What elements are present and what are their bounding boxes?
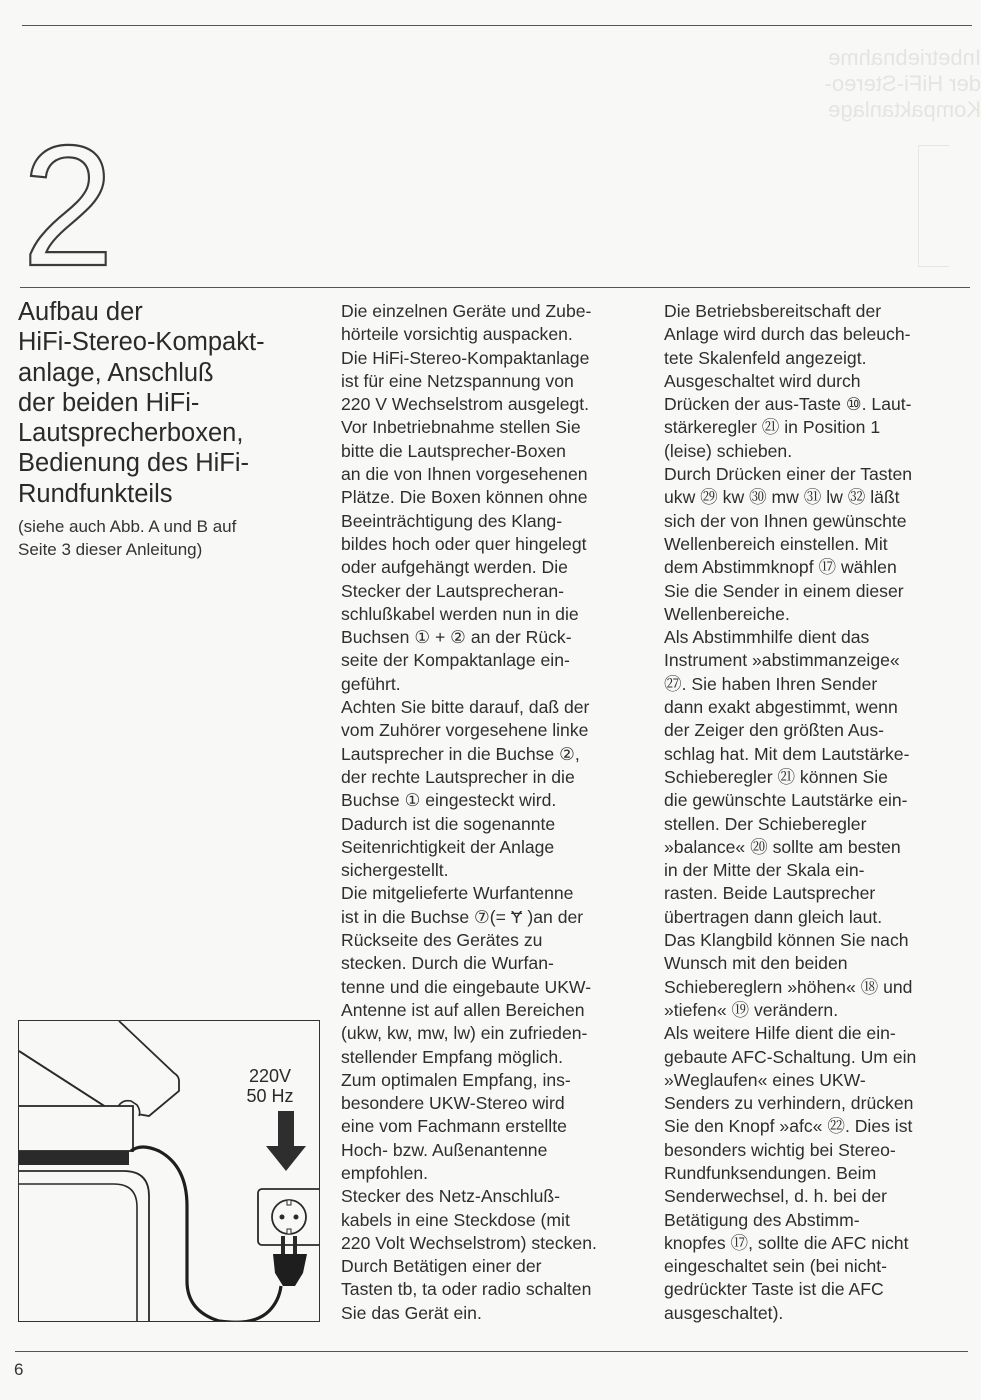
body-text-line: Buchse ① eingesteckt wird.	[341, 790, 557, 811]
body-text-line: Beeinträchtigung des Klang-	[341, 510, 563, 531]
body-text-line: Tasten tb, ta oder radio schalten	[341, 1279, 592, 1300]
body-text-line: Rückseite des Gerätes zu	[341, 930, 543, 951]
cabinet-outline	[19, 1171, 149, 1322]
socket-hole-right	[294, 1215, 299, 1220]
bleed-through-text	[755, 45, 981, 123]
plug-pin-right	[293, 1236, 297, 1254]
body-text-line: geführt.	[341, 673, 401, 694]
title-line: Rundfunkteils	[18, 479, 173, 508]
body-text-line: ausgeschaltet).	[664, 1302, 784, 1323]
body-text-line: der Zeiger den größten Aus-	[664, 720, 885, 741]
body-text-line: Die HiFi-Stereo-Kompaktanlage	[341, 347, 590, 368]
body-text-line: 220 V Wechselstrom ausgelegt.	[341, 394, 590, 415]
body-text-line: »Weglaufen« eines UKW-	[664, 1069, 866, 1090]
body-text-line: oder aufgehängt werden. Die	[341, 557, 568, 578]
body-text-line: Zum optimalen Empfang, ins-	[341, 1069, 571, 1090]
body-text-line: Schieberegler ㉑ können Sie	[664, 766, 888, 787]
down-arrow-icon	[266, 1111, 306, 1171]
body-text-line: Rundfunksendungen. Beim	[664, 1162, 877, 1183]
body-text-line: Achten Sie bitte darauf, daß der	[341, 697, 590, 718]
body-text-line: »tiefen« ⑲ verändern.	[664, 999, 839, 1020]
body-text-line: stecken. Durch die Wurfan-	[341, 953, 554, 974]
body-text-line: eine vom Fachmann erstellte	[341, 1116, 567, 1137]
title-line: HiFi-Stereo-Kompakt-	[18, 328, 265, 357]
socket-clip-bottom	[287, 1229, 291, 1234]
body-text-line: knopfes ⑰, sollte die AFC nicht	[664, 1232, 909, 1253]
body-text-line: stellen. Der Schieberegler	[664, 813, 867, 834]
power-plug-icon	[273, 1254, 307, 1286]
body-text-line: seite der Kompaktanlage ein-	[341, 650, 570, 671]
body-text-line: Als weitere Hilfe dient die ein-	[664, 1023, 896, 1044]
deck-base-band	[19, 1151, 129, 1165]
body-text-line: bitte die Lautsprecher-Boxen	[341, 440, 566, 461]
body-text-line: Die einzelnen Geräte und Zube-	[341, 301, 592, 321]
body-text-line: Vor Inbetriebnahme stellen Sie	[341, 417, 581, 438]
body-text-line: Sie das Gerät ein.	[341, 1302, 482, 1323]
body-text-line: die gewünschte Lautstärke ein-	[664, 790, 908, 811]
body-text-line: Sie die Sender in einem dieser	[664, 580, 904, 601]
body-text-line: schlußkabel werden nun in die	[341, 603, 579, 624]
ghost-line: Kompaktanlage	[828, 97, 981, 122]
body-text-line: Drücken der aus-Taste ⑩. Laut-	[664, 394, 912, 415]
socket-hole-left	[280, 1215, 285, 1220]
body-text-line: Das Klangbild können Sie nach	[664, 930, 909, 951]
body-text-line: Dadurch ist die sogenannte	[341, 813, 556, 834]
body-text-line: hörteile vorsichtig auspacken.	[341, 324, 573, 345]
body-text-line: Lautsprecher in die Buchse ②,	[341, 743, 580, 764]
subtitle-line: (siehe auch Abb. A und B auf	[18, 517, 237, 536]
body-text-line: sichergestellt.	[341, 860, 449, 881]
title-line: der beiden HiFi-	[18, 388, 200, 417]
body-text-line: Stecker des Netz-Anschluß-	[341, 1186, 561, 1207]
body-text-line: dem Abstimmknopf ⑰ wählen	[664, 557, 897, 578]
body-text-line: (ukw, kw, mw, lw) ein zufrieden-	[341, 1023, 588, 1044]
body-text-line: Seitenrichtigkeit der Anlage	[341, 836, 555, 857]
body-text-line: in der Mitte der Skala ein-	[664, 860, 865, 881]
body-text-line: Hoch- bzw. Außenantenne	[341, 1139, 548, 1160]
body-text-line: Als Abstimmhilfe dient das	[664, 627, 870, 648]
deck-top	[19, 1106, 133, 1151]
top-rule	[22, 25, 972, 26]
chapter-number-text: 2	[22, 135, 114, 270]
body-text-line: Die mitgelieferte Wurfantenne	[341, 883, 574, 904]
body-text-line: eingeschaltet sein (bei nicht-	[664, 1256, 887, 1277]
body-text-line: sich der von Ihnen gewünschte	[664, 510, 907, 531]
body-text-line: vom Zuhörer vorgesehene linke	[341, 720, 589, 741]
body-text-line: besonders wichtig bei Stereo-	[664, 1139, 896, 1160]
body-text-line: ist in die Buchse ⑦(= Ɏ )an der	[341, 906, 584, 927]
body-text-line: Durch Betätigen einer der	[341, 1256, 542, 1277]
body-text-line: Anlage wird durch das beleuch-	[664, 324, 911, 345]
body-text-line: Die Betriebsbereitschaft der	[664, 301, 882, 321]
body-text-line: Wellenbereiche.	[664, 603, 790, 624]
body-text-line: Plätze. Die Boxen können ohne	[341, 487, 588, 508]
page-number: 6	[14, 1360, 24, 1379]
title-line: Bedienung des HiFi-	[18, 449, 250, 478]
body-text-line: tete Skalenfeld angezeigt.	[664, 347, 867, 368]
body-text-line: Stecker der Lautsprecheran-	[341, 580, 564, 601]
body-text-line: Antenne ist auf allen Bereichen	[341, 999, 585, 1020]
title-line: Lautsprecherboxen,	[18, 419, 244, 448]
frequency-label: 50 Hz	[246, 1086, 294, 1106]
ghost-line: der HiFi-Stereo-	[824, 71, 981, 96]
subtitle-line: Seite 3 dieser Anleitung)	[18, 539, 203, 559]
title-line: Aufbau der	[18, 298, 143, 326]
body-text-line: Schiebereglern »höhen« ⑱ und	[664, 976, 913, 997]
body-text-line: der rechte Lautsprecher in die	[341, 766, 575, 787]
section-title	[18, 297, 338, 509]
body-text-line: Durch Drücken einer der Tasten	[664, 464, 913, 485]
body-text-line: Senders zu verhindern, drücken	[664, 1093, 914, 1114]
body-text-line: gebaute AFC-Schaltung. Um ein	[664, 1046, 917, 1067]
voltage-label: 220V	[248, 1066, 292, 1086]
body-text-line: gedrückter Taste ist die AFC	[664, 1279, 884, 1300]
body-text-line: Wunsch mit den beiden	[664, 953, 848, 974]
body-text-line: bildes hoch oder quer hingelegt	[341, 533, 587, 554]
body-text-line: Ausgeschaltet wird durch	[664, 370, 861, 391]
plug-pin-left	[281, 1236, 285, 1254]
body-text-line: Sie den Knopf »afc« ㉒. Dies ist	[664, 1116, 913, 1137]
body-text-line: »balance« ⑳ sollte am besten	[664, 836, 901, 857]
body-text-line: schlag hat. Mit dem Lautstärke-	[664, 743, 910, 764]
body-text-line: (leise) schieben.	[664, 440, 793, 461]
footer-rule	[15, 1351, 968, 1352]
body-column-3	[664, 300, 974, 1325]
chapter-number	[20, 135, 120, 270]
body-column-2	[341, 300, 651, 1325]
body-text-line: an die von Ihnen vorgesehenen	[341, 464, 588, 485]
body-text-line: empfohlen.	[341, 1162, 429, 1183]
body-text-line: kabels in eine Steckdose (mit	[341, 1209, 570, 1230]
cabinet-inner-outline	[19, 1184, 137, 1322]
body-text-line: 220 Volt Wechselstrom) stecken.	[341, 1232, 597, 1253]
body-text-line: ukw ㉙ kw ㉚ mw ㉛ lw ㉜ läßt	[664, 487, 900, 508]
body-text-line: tenne und die eingebaute UKW-	[341, 976, 592, 997]
body-text-line: stellender Empfang möglich.	[341, 1046, 563, 1067]
body-text-line: besondere UKW-Stereo wird	[341, 1093, 565, 1114]
section-subtitle	[18, 516, 318, 561]
body-text-line: Betätigung des Abstimm-	[664, 1209, 860, 1230]
body-text-line: rasten. Beide Lautsprecher	[664, 883, 876, 904]
body-text-line: Senderwechsel, d. h. bei der	[664, 1186, 887, 1207]
title-line: anlage, Anschluß	[18, 358, 214, 387]
body-text-line: Buchsen ① + ② an der Rück-	[341, 627, 572, 648]
bleed-through-box	[918, 145, 949, 267]
ghost-line: Inbetriebnahme	[828, 45, 981, 70]
body-text-line: Wellenbereich einstellen. Mit	[664, 533, 888, 554]
socket-clip-top	[287, 1200, 291, 1205]
section-rule	[20, 287, 970, 288]
body-text-line: ist für eine Netzspannung von	[341, 370, 574, 391]
body-text-line: ㉗. Sie haben Ihren Sender	[664, 673, 878, 694]
body-text-line: stärkeregler ㉑ in Position 1	[664, 417, 881, 438]
body-text-line: Instrument »abstimmanzeige«	[664, 650, 900, 671]
body-text-line: übertragen dann gleich laut.	[664, 906, 883, 927]
body-text-line: dann exakt abgestimmt, wenn	[664, 697, 898, 718]
